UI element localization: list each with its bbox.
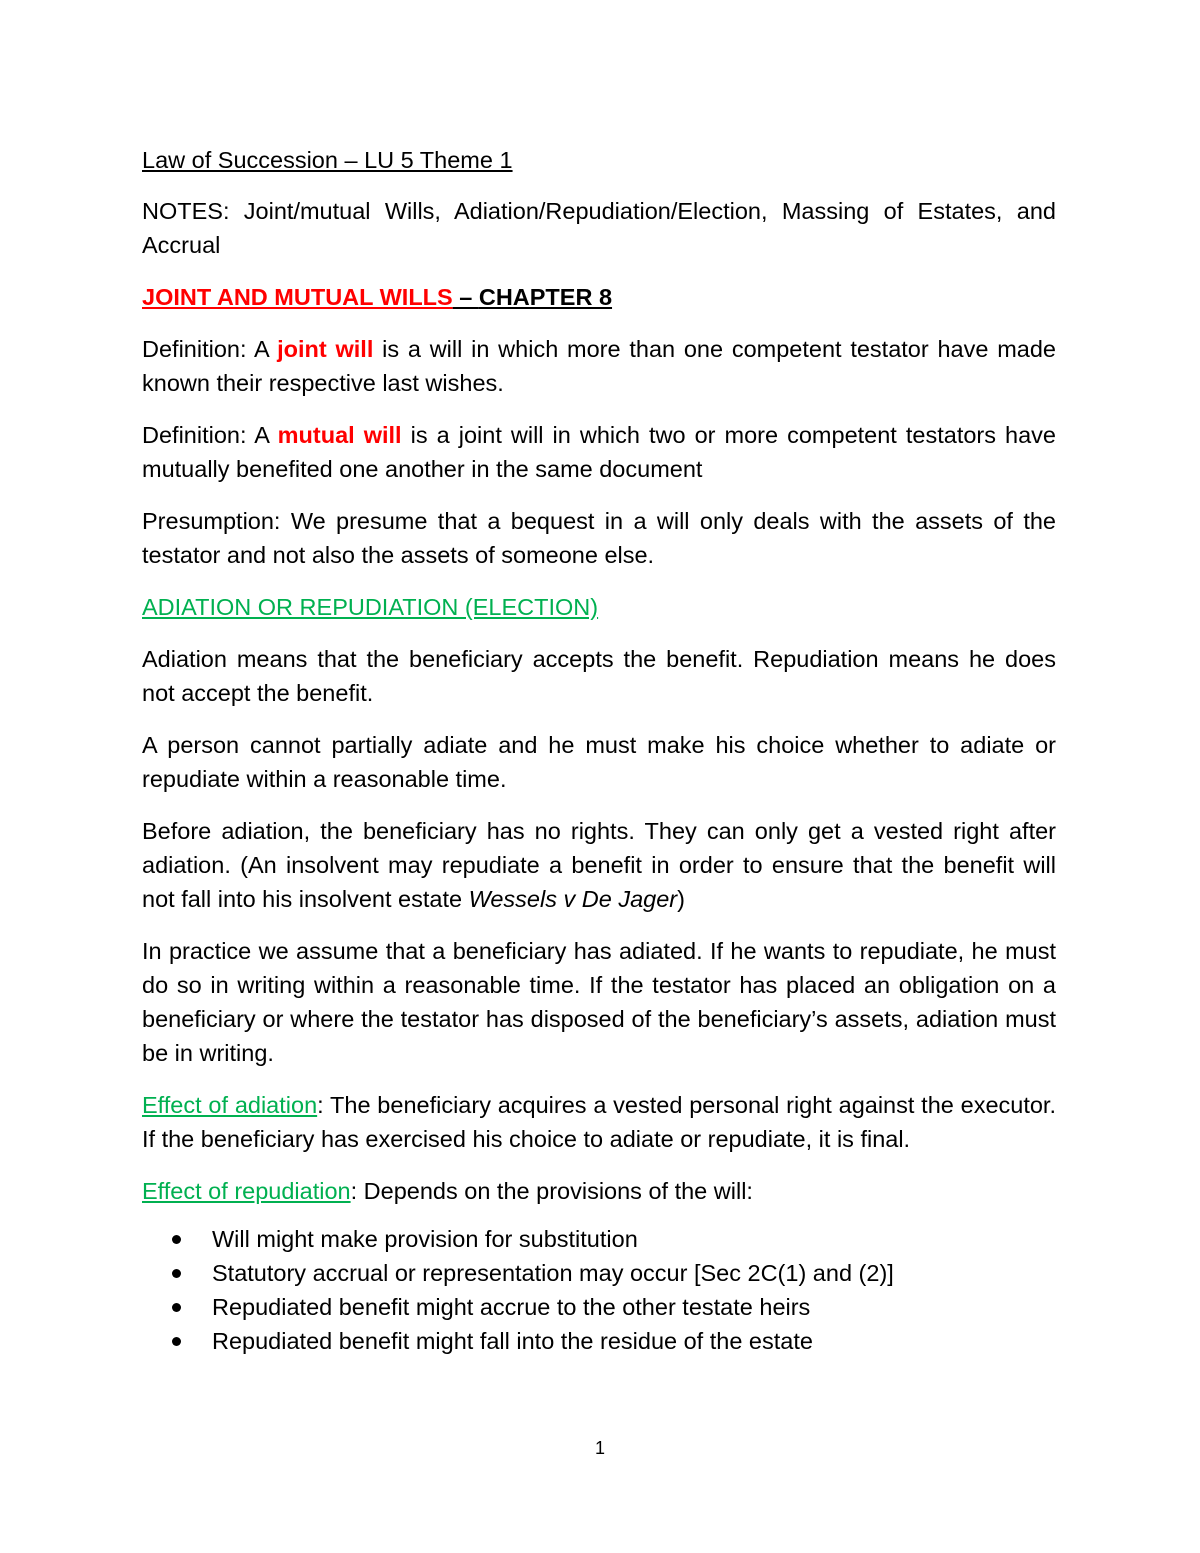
list-item xyxy=(142,1256,1056,1290)
bullet-icon xyxy=(172,1337,181,1346)
definition-mutual-will xyxy=(142,418,1056,486)
bullet-icon xyxy=(172,1235,181,1244)
effect-of-adiation-label: Effect of adiation xyxy=(142,1092,318,1118)
document-body xyxy=(142,143,1056,1358)
effect-of-adiation-text: : The beneficiary acquires a vested personal right against the executor. If the beneficiary has exercised his choice to adiate or repudiate, it is final. xyxy=(142,1092,1056,1152)
list-item-text: Statutory accrual or representation may occur [Sec 2C(1) and (2)] xyxy=(212,1260,894,1286)
definition-prefix: Definition: A xyxy=(142,336,278,362)
definition-joint-will xyxy=(142,332,1056,400)
heading-adiation-repudiation: ADIATION OR REPUDIATION (ELECTION) xyxy=(142,594,599,620)
heading-chapter: CHAPTER 8 xyxy=(478,284,613,310)
definition-text: is a joint will in which two or more competent testators have mutually benefited one another in the same document xyxy=(142,422,1056,482)
heading-joint-mutual-wills xyxy=(142,280,1056,314)
practice-paragraph: In practice we assume that a beneficiary has adiated. If he wants to repudiate, he must do so in writing within a reasonable time. If the testator has placed an obligation on a beneficiary or where the testator has disposed of the beneficiary’s assets, adiation must be in writing. xyxy=(142,938,1056,1066)
presumption-paragraph: Presumption: We presume that a bequest in a will only deals with the assets of the testator and not also the assets of someone else. xyxy=(142,508,1056,568)
list-item-text: Will might make provision for substitution xyxy=(212,1226,638,1252)
bullet-icon xyxy=(172,1269,181,1278)
effect-of-repudiation-label: Effect of repudiation xyxy=(142,1178,351,1204)
definition-text: is a will in which more than one competent testator have made known their respective last wishes. xyxy=(142,336,1056,396)
effect-of-adiation-paragraph xyxy=(142,1088,1056,1156)
partial-adiation-paragraph: A person cannot partially adiate and he must make his choice whether to adiate or repudiate within a reasonable time. xyxy=(142,732,1056,792)
document-title: Law of Succession – LU 5 Theme 1 xyxy=(142,147,513,173)
list-item-text: Repudiated benefit might fall into the residue of the estate xyxy=(212,1328,813,1354)
page-number: 1 xyxy=(594,1438,605,1458)
case-name: Wessels v De Jager xyxy=(468,886,678,912)
term-mutual-will: mutual will xyxy=(277,422,402,448)
before-adiation-paragraph xyxy=(142,814,1056,916)
bullet-icon xyxy=(172,1303,181,1312)
list-item xyxy=(142,1222,1056,1256)
repudiation-bullet-list xyxy=(142,1222,1056,1358)
list-item-text: Repudiated benefit might accrue to the other testate heirs xyxy=(212,1294,811,1320)
effect-of-repudiation-text: : Depends on the provisions of the will: xyxy=(350,1178,753,1204)
before-text: Before adiation, the beneficiary has no rights. They can only get a vested right after adiation. (An insolvent may repudiate a benefit in order to ensure that the benefit will not fall into his insolvent estate xyxy=(142,818,1056,912)
heading-main: JOINT AND MUTUAL WILLS xyxy=(142,284,453,310)
list-item xyxy=(142,1290,1056,1324)
effect-of-repudiation-paragraph xyxy=(142,1174,1056,1208)
list-item xyxy=(142,1324,1056,1358)
term-joint-will: joint will xyxy=(277,336,374,362)
notes-line: NOTES: Joint/mutual Wills, Adiation/Repudiation/Election, Massing of Estates, and Accrual xyxy=(142,198,1056,258)
definition-prefix: Definition: A xyxy=(142,422,278,448)
before-close: ) xyxy=(677,886,685,912)
adiation-means-paragraph: Adiation means that the beneficiary accepts the benefit. Repudiation means he does not accept the benefit. xyxy=(142,646,1056,706)
heading-dash: – xyxy=(452,284,479,310)
